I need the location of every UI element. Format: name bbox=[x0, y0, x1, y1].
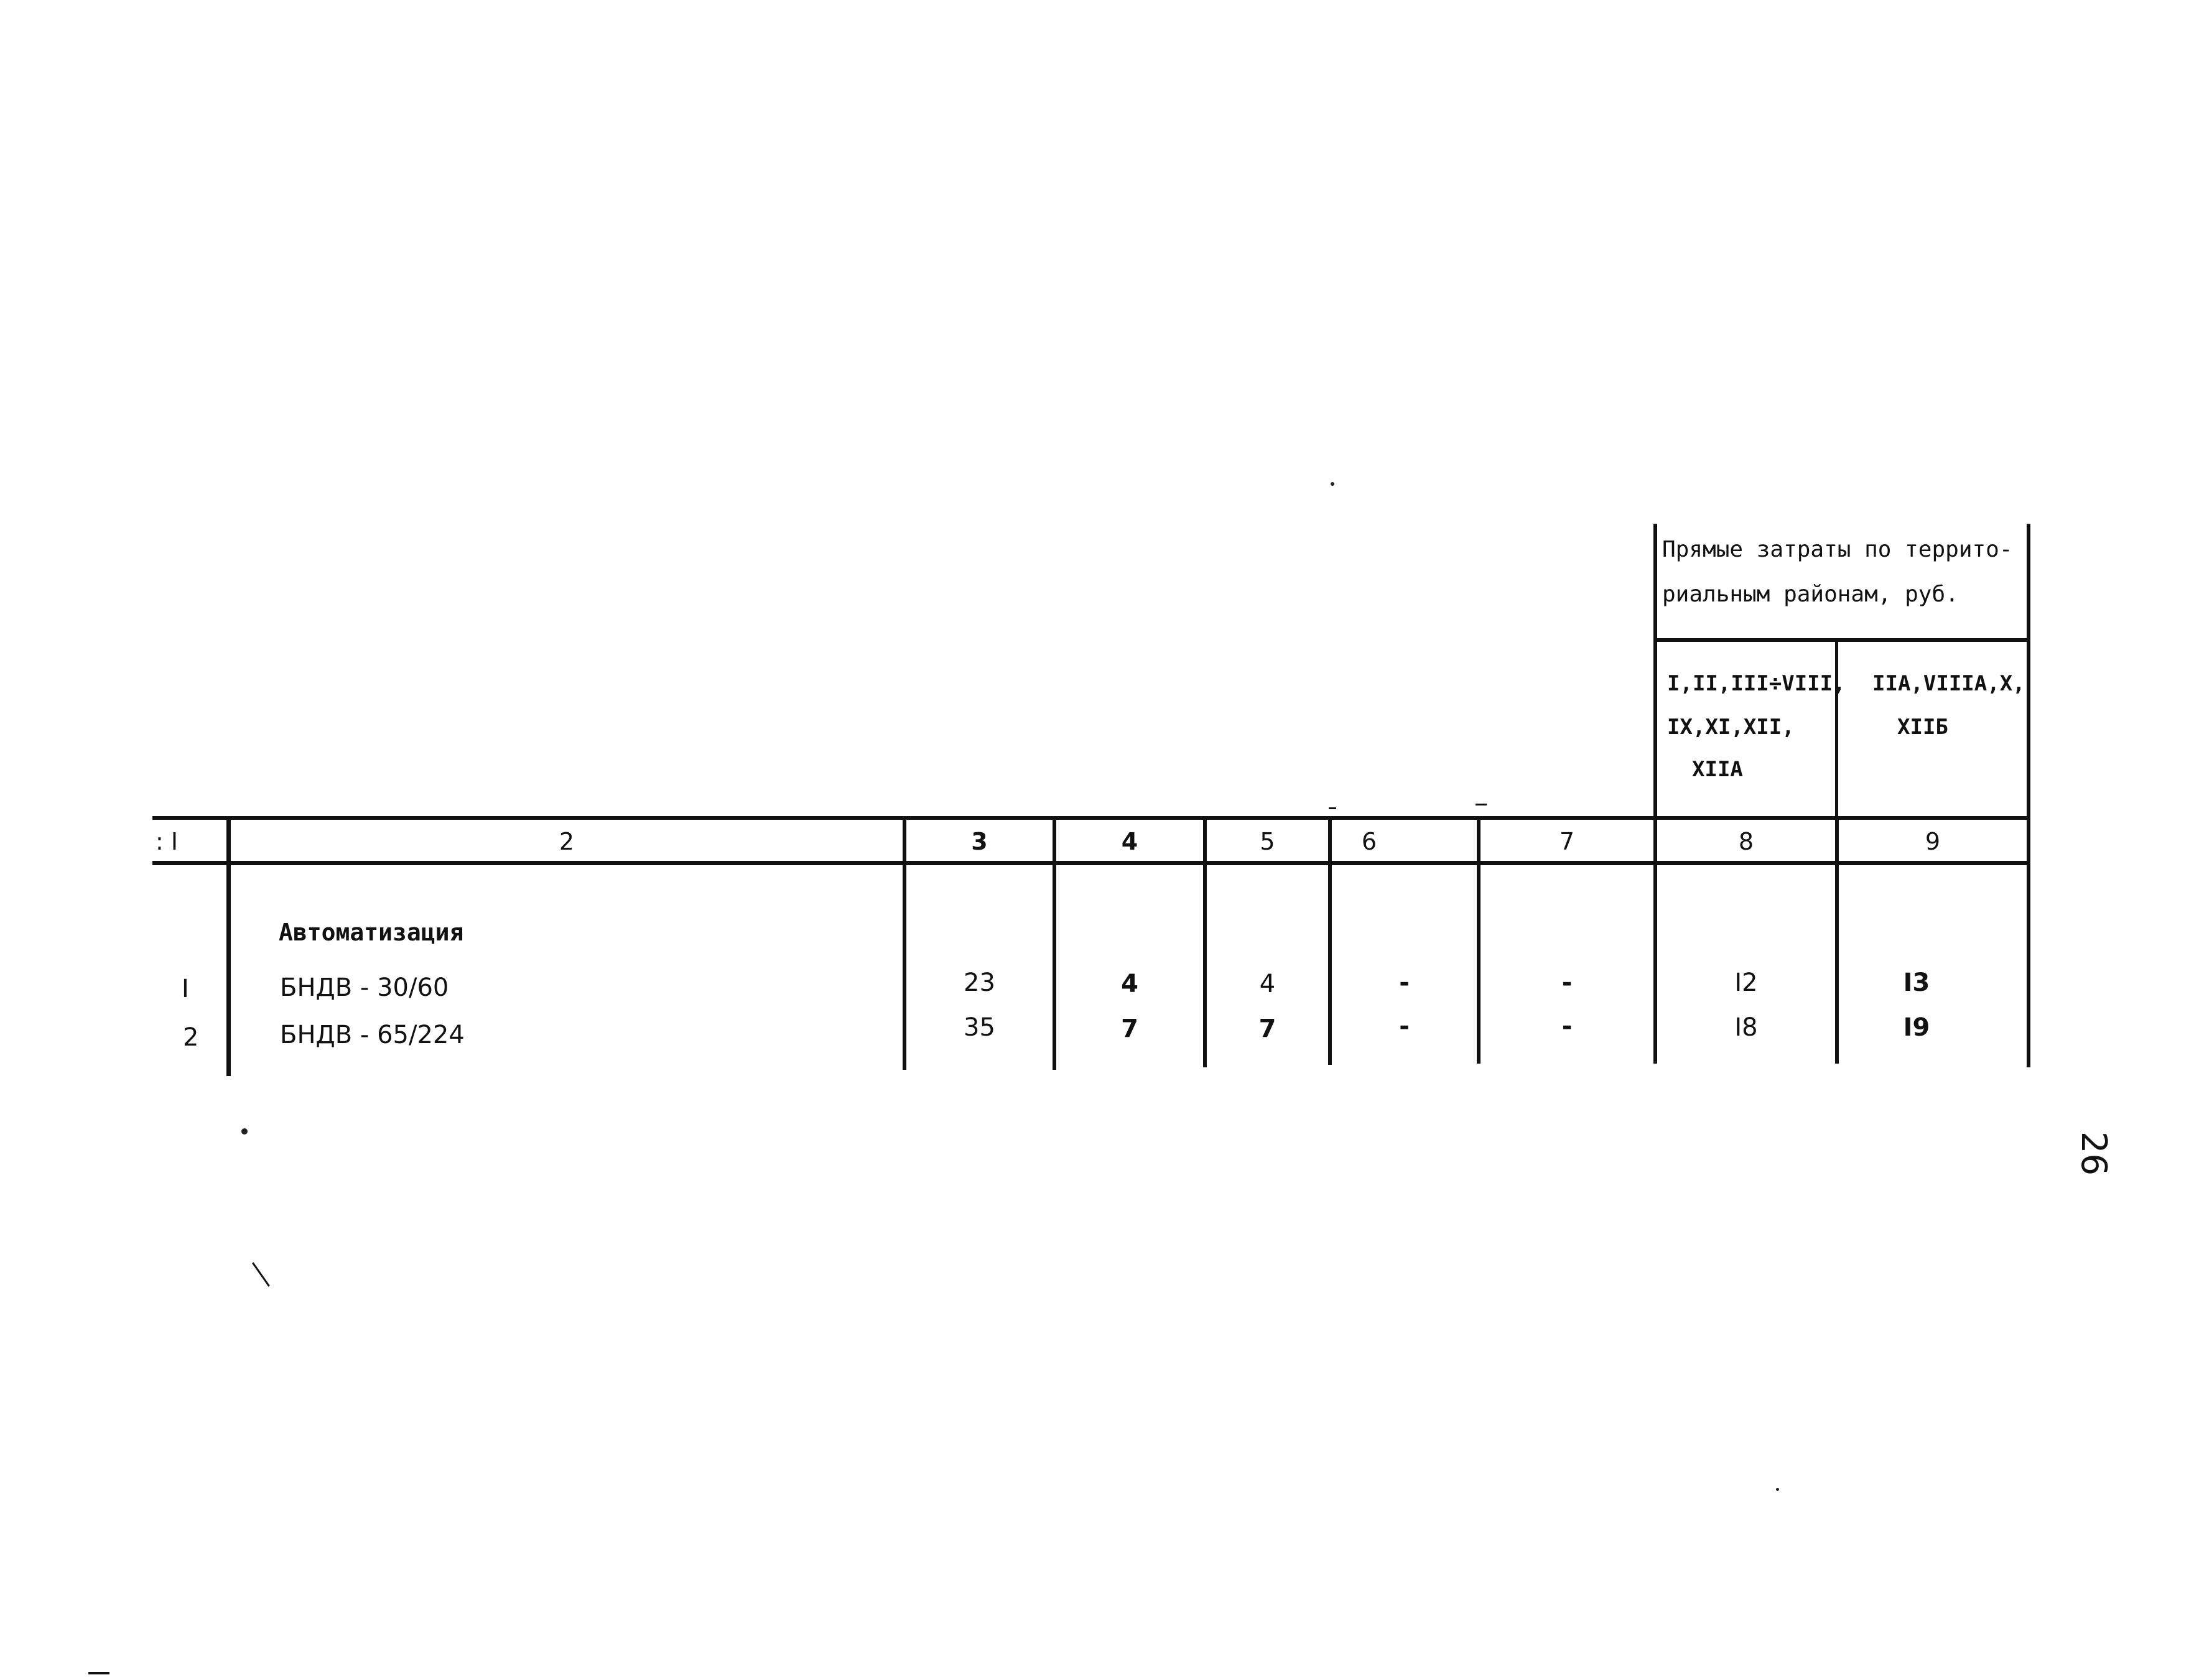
col-number-3: 3 bbox=[971, 828, 988, 855]
col-number-2: 2 bbox=[559, 828, 575, 855]
col8-header-line1: I,II,III÷VIII, bbox=[1667, 671, 1846, 696]
row2-name: БНДВ - 65/224 bbox=[280, 1021, 465, 1049]
row2-col3: 35 bbox=[964, 1013, 995, 1042]
scan-mark bbox=[1476, 804, 1487, 805]
row1-col3: 23 bbox=[964, 968, 995, 997]
header-box-divider bbox=[1653, 638, 2030, 642]
scan-speck bbox=[1776, 1488, 1779, 1491]
row2-col7: - bbox=[1561, 1012, 1573, 1041]
row1-col5: 4 bbox=[1259, 970, 1276, 998]
group-title-line2: риальным районам, руб. bbox=[1662, 582, 1959, 607]
col-number-4: 4 bbox=[1121, 828, 1138, 855]
col-number-1: : I bbox=[156, 828, 179, 855]
numbers-strip-bottom-rule bbox=[152, 861, 2030, 865]
col-number-9: 9 bbox=[1925, 828, 1941, 855]
header-box-right-rule bbox=[2027, 524, 2030, 816]
group-title-line1: Прямые затраты по террито- bbox=[1662, 537, 2013, 562]
row1-col8: I2 bbox=[1734, 968, 1758, 997]
row1-col4: 4 bbox=[1121, 970, 1138, 998]
col-rule-1-2 bbox=[226, 816, 231, 1076]
col8-header-line3: XIIA bbox=[1692, 757, 1743, 782]
col-number-6: 6 bbox=[1361, 828, 1377, 855]
scan-speck bbox=[241, 1128, 248, 1135]
scan-mark bbox=[88, 1672, 109, 1674]
row2-col9: I9 bbox=[1903, 1013, 1930, 1042]
scan-mark bbox=[1329, 807, 1336, 809]
row2-col5: 7 bbox=[1258, 1014, 1276, 1043]
col-number-7: 7 bbox=[1559, 828, 1575, 855]
row2-col4: 7 bbox=[1121, 1014, 1138, 1043]
row1-col9: I3 bbox=[1903, 968, 1930, 997]
scan-speck bbox=[1331, 482, 1334, 486]
header-box-left-rule bbox=[1653, 524, 1657, 816]
col-number-8: 8 bbox=[1738, 828, 1754, 855]
numbers-strip-top-rule bbox=[152, 816, 2030, 820]
row2-col8: I8 bbox=[1734, 1013, 1758, 1042]
row1-col6: - bbox=[1399, 968, 1410, 997]
scan-mark bbox=[252, 1262, 270, 1286]
page-number: 26 bbox=[2073, 1131, 2114, 1176]
section-title: Автоматизация bbox=[279, 919, 464, 946]
row2-number: 2 bbox=[183, 1023, 199, 1052]
col-number-5: 5 bbox=[1260, 828, 1275, 855]
col-rule-right bbox=[2027, 816, 2030, 1067]
row1-number: I bbox=[182, 975, 189, 1003]
row1-col7: - bbox=[1561, 968, 1573, 997]
row2-col6: - bbox=[1399, 1012, 1410, 1041]
row1-name: БНДВ - 30/60 bbox=[280, 973, 449, 1002]
col9-header-line1: IIA,VIIIA,X, bbox=[1872, 671, 2025, 696]
col9-header-line2: XIIБ bbox=[1897, 715, 1948, 740]
col8-header-line2: IX,XI,XII, bbox=[1667, 715, 1795, 740]
header-sub-divider bbox=[1835, 641, 1838, 816]
